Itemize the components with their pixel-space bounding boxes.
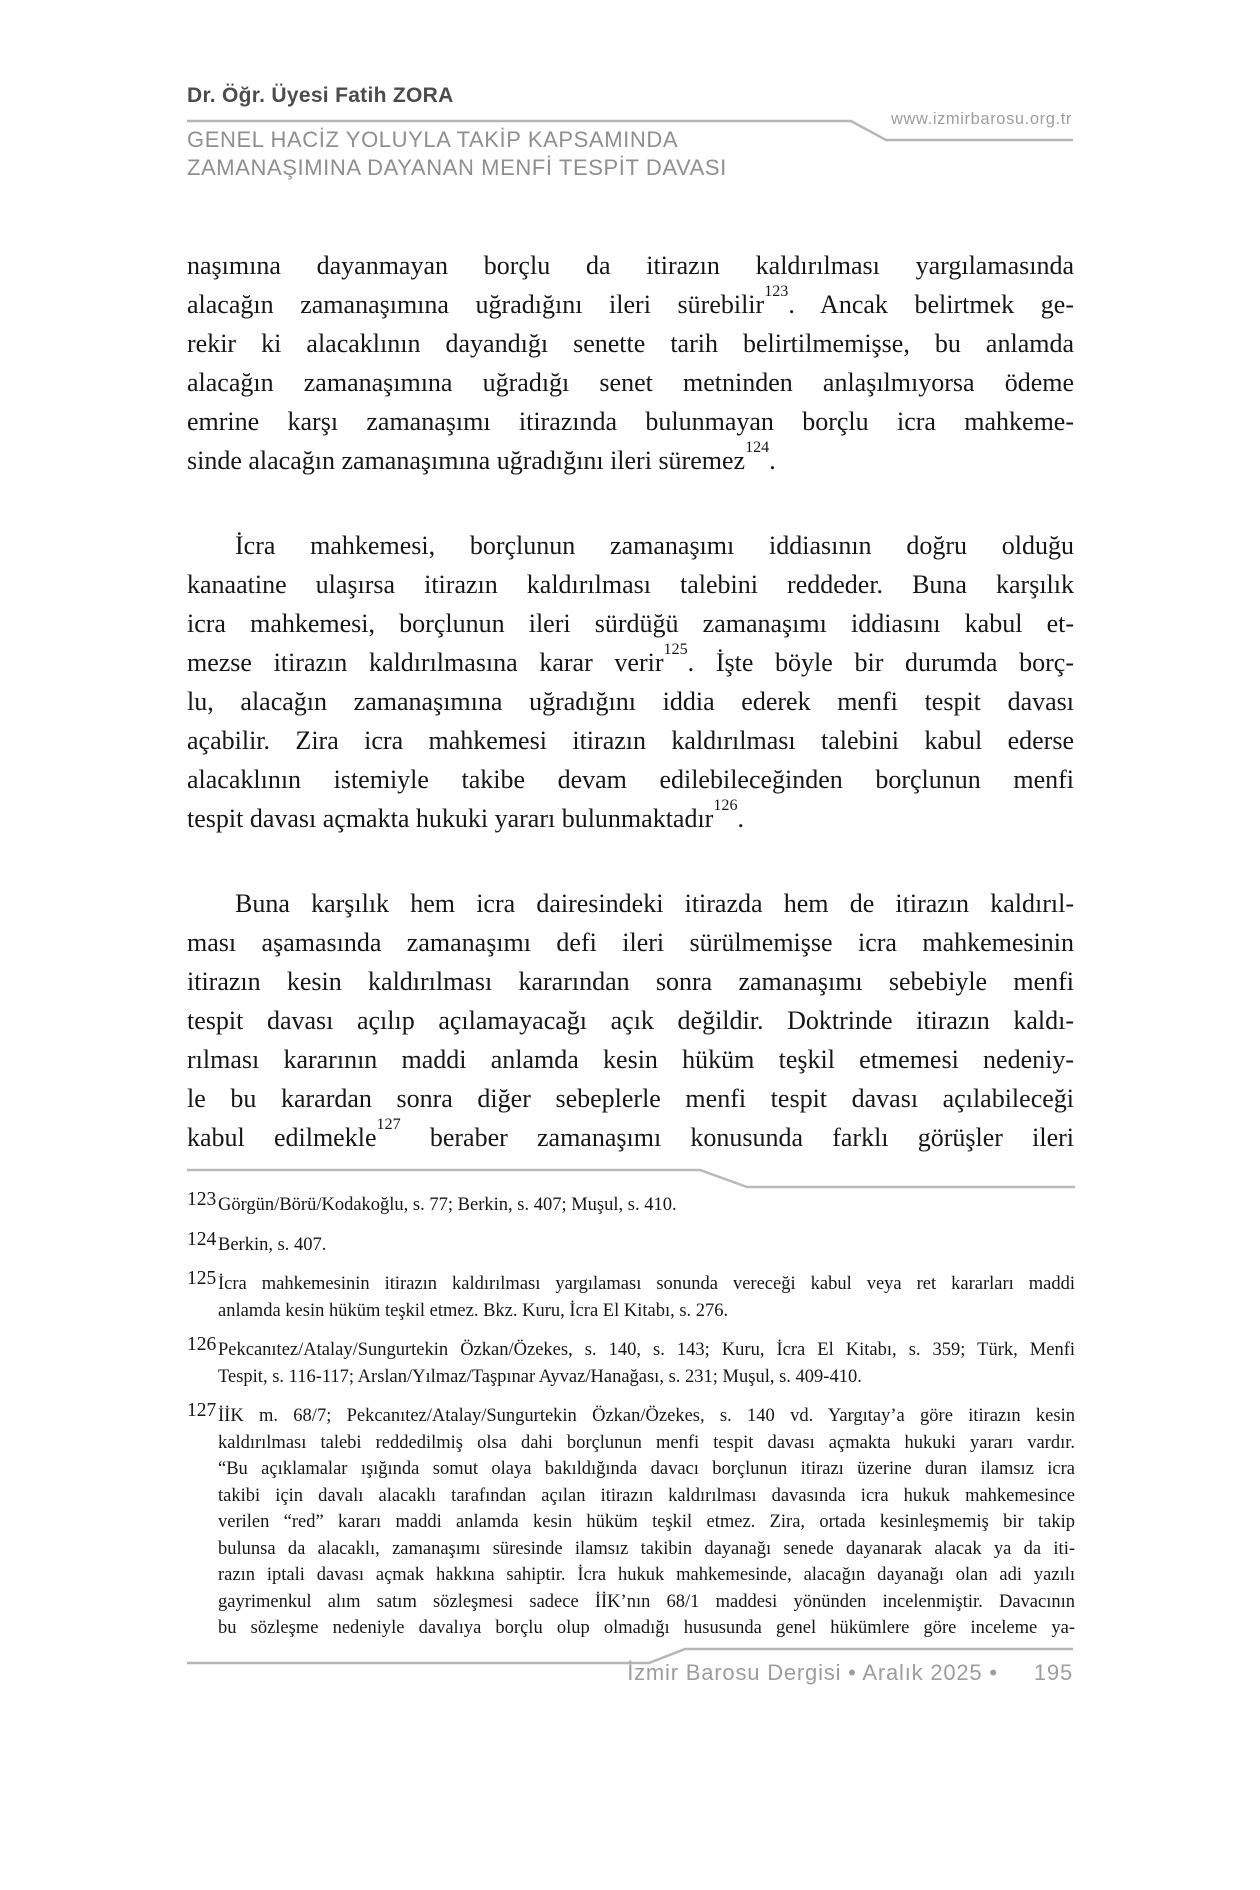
footnote-line: verilen “red” kararı maddi anlamda kesin hüküm teşkil etmez. Zira, ortada kesinleşmemiş bir takip xyxy=(218,1512,1075,1532)
text-line: İcra mahkemesi, borçlunun zamanaşımı iddiasının doğru olduğu xyxy=(235,531,1074,560)
text-line: kanaatine ulaşırsa itirazın kaldırılması talebini reddeder. Buna karşılık xyxy=(187,570,1074,599)
footnote-line: bulunsa da alacaklı, zamanaşımı süresinde ilamsız takibin dayanağı senede dayanarak alacak ya da iti- xyxy=(218,1538,1075,1559)
footnote xyxy=(187,1228,1075,1259)
footnote xyxy=(187,1189,1075,1219)
text-line: lu, alacağın zamanaşımına uğradığını iddia ederek menfi tespit davası xyxy=(187,687,1074,716)
footnote xyxy=(187,1400,1075,1642)
text-line: açabilir. Zira icra mahkemesi itirazın kaldırılması talebini kabul ederse xyxy=(187,726,1074,755)
paragraph xyxy=(187,884,1074,1157)
footnote-number: 124 xyxy=(187,1228,217,1250)
text-line: tespit davası açılıp açılamayacağı açık değildir. Doktrinde itirazın kaldı- xyxy=(187,1006,1074,1035)
footnote-line: Pekcanıtez/Atalay/Sungurtekin Özkan/Özekes, s. 140, s. 143; Kuru, İcra El Kitabı, s. 359; Türk, Menfi xyxy=(218,1340,1075,1360)
footnote-line: İİK m. 68/7; Pekcanıtez/Atalay/Sungurtekin Özkan/Özekes, s. 140 vd. Yargıtay’a göre itirazın kesin xyxy=(218,1406,1075,1426)
footnote xyxy=(187,1268,1075,1324)
footnote-number: 126 xyxy=(187,1334,217,1355)
footnote-line: anlamda kesin hüküm teşkil etmez. Bkz. Kuru, İcra El Kitabı, s. 276. xyxy=(218,1300,729,1321)
text-line: tespit davası açmakta hukuki yararı bulunmaktadır$^{126}$. xyxy=(187,797,745,833)
text-line: emrine karşı zamanaşımı itirazında bulunmayan borçlu icra mahkeme- xyxy=(187,407,1074,436)
footnote-line: Tespit, s. 116-117; Arslan/Yılmaz/Taşpınar Ayvaz/Hanağası, s. 231; Muşul, s. 409-410. xyxy=(218,1366,862,1387)
article-title-line-2: ZAMANAŞIMINA DAYANAN MENFİ TESPİT DAVASI xyxy=(187,155,727,180)
footnote-number: 123 xyxy=(187,1189,217,1210)
text-line: sinde alacağın zamanaşımına uğradığını ileri süremez$^{124}$. xyxy=(187,439,776,475)
text-line: Buna karşılık hem icra dairesindeki itirazda hem de itirazın kaldırıl- xyxy=(235,889,1074,918)
article-title-line-1: GENEL HACİZ YOLUYLA TAKİP KAPSAMINDA xyxy=(187,127,679,152)
footnote-text xyxy=(218,1232,1075,1259)
body-text xyxy=(187,246,1074,1157)
footnote-number: 125 xyxy=(187,1268,217,1289)
text-line: mezse itirazın kaldırılmasına karar verir$^{125}$. İşte böyle bir durumda borç- xyxy=(187,641,1074,677)
footnote-line: gayrimenkul alım satım sözleşmesi sadece İİK’nın 68/1 maddesi yönünden incelenmiştir. Davacının xyxy=(218,1591,1075,1612)
footnote-text xyxy=(218,1337,1075,1390)
footnote-line: razın iptali davası açmak hakkına sahiptir. İcra hukuk mahkemesinde, alacağın dayanağı olan adi yazılı xyxy=(218,1565,1075,1585)
paragraph xyxy=(187,246,1074,480)
text-line: rekir ki alacaklının dayandığı senette tarih belirtilmemişse, bu anlamda xyxy=(187,329,1074,358)
footnote-line: İcra mahkemesinin itirazın kaldırılması yargılaması sonunda vereceği kabul veya ret kararları maddi xyxy=(218,1274,1075,1294)
page-number: 195 xyxy=(1033,1660,1073,1685)
footnote xyxy=(187,1334,1075,1390)
footnotes xyxy=(187,1189,1075,1642)
footnote-line: takibi için davalı alacaklı tarafından açılan itirazın kaldırılması davasında icra hukuk mahkemesince xyxy=(218,1485,1075,1506)
footnote-text xyxy=(218,1403,1075,1642)
footnote-line: bu sözleşme nedeniyle davalıya borçlu olup olmadığı hususunda genel hükümlere göre inceleme ya- xyxy=(218,1618,1075,1638)
footer-journal-info: İzmir Barosu Dergisi • Aralık 2025 • xyxy=(627,1660,998,1685)
text-line: le bu karardan sonra diğer sebeplerle menfi tespit davası açılabileceği xyxy=(187,1084,1074,1113)
footnote-separator-rule xyxy=(187,1170,1075,1187)
text-line: alacaklının istemiyle takibe devam edilebileceğinden borçlunun menfi xyxy=(187,765,1074,794)
footnote-line: kaldırılması talebi reddedilmiş olsa dahi borçlunun menfi tespit davası açmakta hukuki yararı vardır. xyxy=(218,1432,1075,1453)
text-line: ması aşamasında zamanaşımı defi ileri sürülmemişse icra mahkemesinin xyxy=(187,928,1074,957)
journal-website: www.izmirbarosu.org.tr xyxy=(891,110,1072,128)
text-line: icra mahkemesi, borçlunun ileri sürdüğü zamanaşımı iddiasını kabul et- xyxy=(187,609,1074,638)
footnote-number: 127 xyxy=(187,1400,217,1421)
page-footer xyxy=(627,1660,1073,1686)
footnote-text xyxy=(218,1192,1075,1219)
author-name: Dr. Öğr. Üyesi Fatih ZORA xyxy=(187,84,454,107)
text-line: naşımına dayanmayan borçlu da itirazın kaldırılması yargılamasında xyxy=(187,251,1074,280)
text-line: kabul edilmekle$^{127}$ beraber zamanaşımı konusunda farklı görüşler ileri xyxy=(187,1116,1075,1152)
paragraph xyxy=(187,526,1074,838)
text-line: rılması kararının maddi anlamda kesin hüküm teşkil etmemesi nedeniy- xyxy=(187,1045,1074,1074)
text-line: itirazın kesin kaldırılması kararından sonra zamanaşımı sebebiyle menfi xyxy=(187,967,1074,996)
text-line: alacağın zamanaşımına uğradığı senet metninden anlaşılmıyorsa ödeme xyxy=(187,368,1074,397)
text-line: alacağın zamanaşımına uğradığını ileri sürebilir$^{123}$. Ancak belirtmek ge- xyxy=(187,283,1074,319)
footnote-line: Berkin, s. 407. xyxy=(218,1234,327,1255)
footnote-line: “Bu açıklamalar ışığında somut olaya bakıldığında davacı borçlunun itirazı üzerine duran ilamsız icra xyxy=(218,1459,1075,1479)
footnote-line: Görgün/Börü/Kodakoğlu, s. 77; Berkin, s. 407; Muşul, s. 410. xyxy=(218,1195,677,1215)
footnote-text xyxy=(218,1271,1075,1324)
